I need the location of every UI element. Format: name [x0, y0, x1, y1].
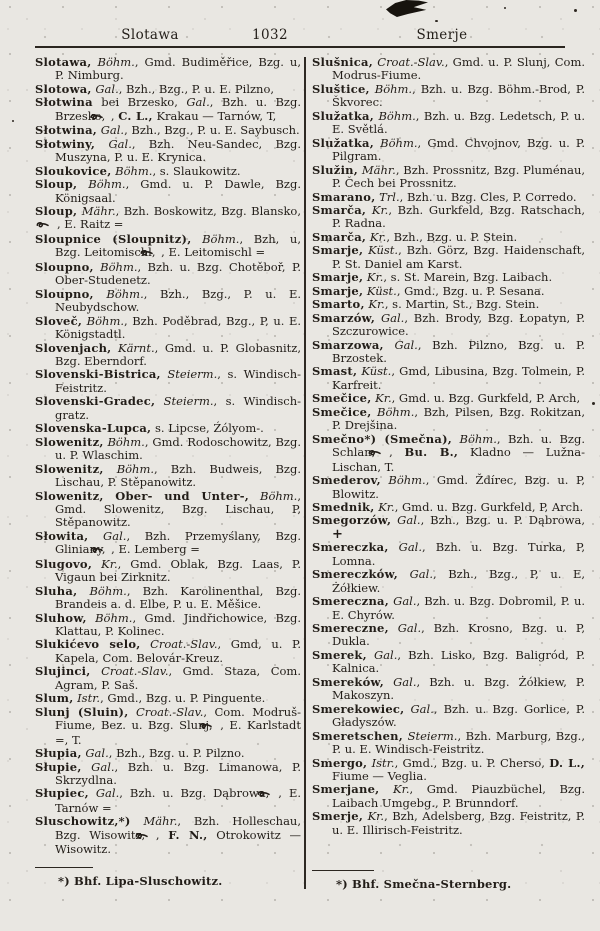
entry-text: , Bzh. u. Bzg. Dobromil, P. u. E. Chyrów. [332, 594, 586, 622]
place-name: Slowenitz, [35, 461, 104, 476]
ink-speck [574, 9, 577, 12]
entry-text: , Bzh. u. Bzg. Żółkiew, P. Makoszyn. [332, 674, 585, 703]
gazetteer-entry [35, 761, 301, 788]
gazetteer-entry [312, 110, 585, 137]
entry-text: , Bzh. Pilzno, Bzg. u. P. Brzostek. [332, 337, 586, 365]
entry-text: , Bzh, Pilsen, Bzg. Rokitzan, P. Drejšina. [332, 404, 585, 433]
region-abbrev: Gal. [108, 136, 132, 151]
entry-text: , E. Leitomischl = [161, 245, 266, 260]
entry-text: Kladno — Lužna-Lischan, T. [332, 445, 586, 474]
gazetteer-entry [312, 703, 585, 730]
entry-text: , Bzh. Görz, Bzg. Haidenschaft, P. St. Daniel am Karst. [332, 243, 585, 271]
entry-text: , Gmd. Piauzbüchel, Bzg. Laibach Umgebg., P. Brunndorf. [332, 782, 586, 810]
ink-speck [435, 20, 438, 22]
gazetteer-entry [35, 83, 301, 96]
region-abbrev: Kr. [367, 809, 385, 824]
place-name: Slujinci, [35, 664, 91, 679]
entry-text: , Gmd. Budiměřice, Bzg. u, P. Nimburg. [55, 55, 301, 83]
entry-text: , Bzh. Krosno, Bzg. u. P, Dukla. [332, 621, 585, 649]
region-abbrev: Trl. [379, 189, 400, 204]
region-abbrev: Gal. [91, 759, 115, 774]
gazetteer-entry [35, 490, 301, 530]
region-abbrev: Böhm. [97, 55, 135, 69]
entry-text: , Bzh. Holleschau, Bzg. Wisowitz, [55, 814, 301, 842]
place-name: Slugovo, [35, 556, 93, 571]
place-name: Smarje, [312, 283, 364, 298]
entry-text: , Bzh. Karolinenthal, Bzg. Brandeis a. d. Elbe, P. u. E. Měšice. [55, 583, 302, 612]
place-name: Smečno*) (Smečna), [312, 431, 453, 446]
gazetteer-entry [312, 595, 585, 622]
ink-speck [504, 7, 506, 9]
region-abbrev: Kr. [393, 782, 410, 797]
entry-text: , Gmd., Bzg. u. P. Sesana. [396, 283, 545, 298]
place-name: Sloupno, [35, 286, 94, 301]
entry-text: , Gmd. u. P. Globasnitz, Bzg. Eberndorf. [55, 340, 302, 368]
gazetteer-entry [35, 342, 301, 369]
place-name: Smereczków, [312, 567, 399, 582]
entry-text: , Bzh. Lisko, Bzg. Baligród, P. Kalnica. [332, 647, 586, 676]
entry-text: , Bzh. u. Bzg. Limanowa, P. Skrzydlna. [55, 759, 302, 788]
entry-text: , Bzh., Bzg. u. P. Stein. [386, 229, 518, 244]
region-abbrev: Böhm. [106, 286, 144, 301]
entry-text: , Bzh., Bzg., P. u. E. Neubydschow. [55, 286, 301, 315]
entry-text: , Bzh. Brody, Bzg. Łopatyn, P. Szczurowice. [332, 310, 586, 339]
place-name: Smednik, [312, 499, 375, 514]
gazetteer-entry [312, 312, 585, 339]
region-abbrev: Gal. [393, 594, 417, 609]
gazetteer-entry [35, 638, 301, 665]
entry-text: , Bzh. u. Bzg. Dąbrowa, [119, 786, 270, 801]
region-abbrev: Gal. [393, 674, 417, 689]
entry-text: Krakau — Tarnów, T, [156, 108, 277, 123]
place-name: D. L., [549, 755, 585, 770]
region-abbrev: Gal. [398, 540, 423, 555]
entry-text: , Gmd, u. P. Kapela, Com. Belovár-Kreuz. [55, 637, 302, 665]
region-abbrev: Böhm. [89, 583, 127, 598]
gazetteer-entry [35, 612, 301, 639]
region-abbrev: Küst. [368, 243, 399, 258]
gazetteer-entry [35, 463, 301, 490]
gazetteer-entry [312, 757, 585, 784]
gazetteer-entry [35, 558, 301, 585]
region-abbrev: Böhm. [88, 177, 126, 192]
gazetteer-entry [35, 395, 301, 422]
gazetteer-entry [35, 233, 301, 261]
entry-text: , Gmd. Chvojnov, Bzg. u. P. Pilgram. [332, 135, 585, 164]
region-abbrev: Mähr. [81, 203, 116, 218]
place-name: Sluhow, [35, 610, 87, 625]
gazetteer-entry [35, 288, 301, 315]
entry-text: , s. Slaukowitz. [152, 163, 241, 178]
place-name: Sloukovice, [35, 163, 112, 178]
gazetteer-entry [312, 730, 585, 757]
region-abbrev: Gal. [95, 81, 119, 96]
entry-text: , Bzh. Prossnitz, Bzg. Pluménau, P. Čech bei Prossnitz. [332, 162, 586, 191]
entry-text: , Bzh. Neu-Sandec, Bzg. Muszyna, P. u. E. Krynica. [55, 136, 301, 165]
gazetteer-entry [35, 436, 301, 463]
region-abbrev: Böhm. [95, 610, 133, 625]
place-name: Slotowa, [35, 81, 92, 96]
region-abbrev: Böhm. [116, 461, 155, 476]
place-name: Sloupnice (Sloupnitz), [35, 231, 192, 246]
place-name: Smerekowiec, [312, 701, 405, 716]
region-abbrev: Gal. [397, 621, 422, 636]
gazetteer-entry [312, 501, 585, 514]
gazetteer-entry [312, 783, 585, 810]
place-name: Služin, [312, 162, 359, 177]
entry-text: , Gmd. Jindřichowice, Bzg. Klattau, P. Kolinec. [55, 610, 302, 639]
region-abbrev: Gal. [186, 95, 210, 110]
region-abbrev: Gal. [85, 746, 109, 761]
place-name: Smeretschen, [312, 728, 403, 743]
footnote-rule-left [35, 867, 93, 868]
entry-text: , Gmd. u. Bzg. Gurkfeld, P. Arch, [391, 391, 581, 406]
ink-speck [12, 120, 14, 122]
region-abbrev: Küst. [366, 283, 397, 298]
footnote-right: *) Bhf. Smečna-Sternberg. [336, 877, 512, 891]
place-name: Slowenitz, Ober- und Unter-, [35, 488, 249, 503]
entry-text: , Bzh. u. Bzg. Böhm.-Brod, P. Škvorec. [332, 81, 585, 110]
region-abbrev: Böhm. [100, 259, 138, 274]
gazetteer-entry [35, 692, 301, 705]
entry-text: , Gmd. Rodoschowitz, Bzg. u. P. Wlaschim. [55, 434, 302, 463]
gazetteer-entry [312, 56, 585, 83]
gazetteer-entry [312, 285, 585, 298]
gazetteer-entry [35, 585, 301, 612]
region-abbrev: Gal. [95, 786, 120, 801]
entry-text: , Gmd, Libusina, Bzg. Tolmein, P. Karfreit. [332, 364, 586, 392]
place-name: Slovenska-Lupca, [35, 421, 152, 436]
region-abbrev: Gal. [394, 337, 418, 352]
place-name: Smergo, [312, 755, 368, 770]
entry-text: , E. Raitz = [57, 217, 124, 232]
entry-text: , E. Tarnów = [55, 786, 302, 815]
entry-text: , Bzh. Marburg, Bzg., P. u. E. Windisch-Feistritz. [332, 728, 585, 757]
region-abbrev: Mähr. [143, 814, 178, 829]
entry-text: , s. Martin, St., Bzg. Stein. [384, 297, 540, 312]
entry-text: , E. Karlstadt =, T. [55, 718, 301, 747]
gazetteer-entry [35, 205, 301, 233]
region-abbrev: Steierm. [167, 367, 218, 382]
place-name: Smereków, [312, 674, 385, 689]
gazetteer-entry [312, 514, 585, 541]
region-abbrev: Steierm. [407, 728, 458, 743]
place-name: Slotawa, [35, 55, 92, 69]
column-divider-rule [304, 57, 306, 889]
place-name: Sloup, [35, 177, 78, 192]
place-name: Sluha, [35, 583, 78, 598]
place-name: Słotwiny, [35, 136, 96, 151]
gazetteer-entry [35, 261, 301, 288]
entry-text: , Bzh., Bzg. u. P. Pilzno. [108, 746, 245, 761]
region-abbrev: Kr. [378, 499, 395, 514]
place-name: Služatka, [312, 108, 375, 123]
region-abbrev: Gal. [380, 310, 405, 325]
region-abbrev: Gal. [100, 123, 125, 138]
entry-text: bei Brzesko, [101, 95, 178, 110]
entry-text: , Gmd., Bzg. u. P. Cherso, [394, 755, 545, 770]
region-abbrev: Böhm. [107, 434, 145, 449]
entry-text: , Gmd. Slowenitz, Bzg. Lischau, P, Stěpanowitz. [55, 488, 301, 530]
region-abbrev: Böhm. [388, 473, 426, 488]
gazetteer-entry [35, 530, 301, 558]
place-name: F. N., [168, 827, 208, 842]
gazetteer-entry [35, 665, 301, 692]
region-abbrev: Gal. [409, 567, 434, 582]
place-name: Slowenitz, [35, 434, 104, 449]
gazetteer-entry [312, 231, 585, 244]
place-name: Smečice, [312, 391, 372, 406]
gazetteer-entry [312, 541, 585, 568]
region-abbrev: Croat.-Slav. [101, 664, 169, 679]
gazetteer-entry [35, 422, 301, 435]
place-name: Slovenski-Bistrica, [35, 367, 161, 382]
entry-text: , Bzh, u, Bzg. Leitomischl, [55, 231, 301, 260]
entry-text: , Gmd. u. P. Slunj, Com. Modrus-Fiume. [332, 55, 586, 83]
region-abbrev: Kr. [375, 391, 392, 406]
gazetteer-entry [312, 392, 585, 405]
page-number: 1032 [252, 27, 288, 43]
region-abbrev: Küst. [361, 364, 392, 379]
place-name: Słowita, [35, 528, 89, 543]
gazetteer-entry [312, 676, 585, 703]
entry-text: , Gmd. Oblak, Bzg. Laas, P. Vigaun bei Zirknitz. [55, 556, 301, 585]
place-name: Smegorzów, [312, 513, 392, 528]
entry-text: , Bzh. u. Bzg. Brzesko, [55, 95, 302, 123]
entry-text: , Bzh. Boskowitz, Bzg. Blansko, [115, 203, 301, 218]
place-name: Sloup, [35, 203, 78, 218]
gazetteer-entry [35, 315, 301, 342]
place-name: Słupia, [35, 746, 82, 761]
entry-text: , Bzh. Przemyślany, Bzg. Gliniany, [55, 528, 301, 557]
place-name: Słotwina [35, 95, 93, 110]
region-abbrev: Böhm. [459, 431, 497, 446]
gazetteer-entry [312, 191, 585, 204]
region-abbrev: Istr. [77, 691, 101, 706]
entry-text: , [389, 445, 393, 460]
place-name: Slukićevo selo, [35, 637, 141, 652]
region-abbrev: Croat.-Slav. [377, 55, 445, 69]
place-name: Smarzowa, [312, 337, 384, 352]
gazetteer-entry [35, 124, 301, 137]
region-abbrev: Gal. [397, 513, 421, 528]
gazetteer-entry [312, 649, 585, 676]
place-name: Slum, [35, 691, 74, 706]
gazetteer-entry [312, 271, 585, 284]
region-abbrev: Kr. [371, 202, 389, 217]
entry-text: , Bzh, Adelsberg, Bzg. Feistritz, P. u. E. Illirisch-Feistritz. [332, 809, 585, 837]
entry-text: , Bzh. u. Bzg. Cles, P. Corredo. [399, 189, 577, 204]
place-name: Smarje, [312, 270, 364, 285]
region-abbrev: Croat.-Slav. [135, 704, 204, 719]
region-abbrev: Steierm. [163, 394, 214, 409]
gazetteer-entry [312, 622, 585, 649]
gazetteer-entry [312, 474, 585, 501]
entry-text: , [110, 108, 115, 123]
footnote-left: *) Bhf. Lipa-Sluschowitz. [58, 874, 223, 888]
region-abbrev: Gal. [410, 701, 434, 716]
ink-smudge [386, 0, 428, 17]
entry-text: , Gmd. Ždírec, Bzg. u. P, Blowitz. [332, 473, 586, 501]
running-head-left: Slotawa [121, 27, 179, 43]
gazetteer-entry [35, 747, 301, 760]
place-name: Smečice, [312, 404, 372, 419]
entry-text: s. Lipcse, Źólyom-. [154, 421, 264, 436]
entry-text: , Gmd., Bzg. u. P. Pinguente. [100, 691, 266, 706]
column-left [35, 56, 301, 857]
entry-text: , Gmd. u. Bzg. Gurkfeld, P, Arch. [394, 499, 584, 514]
gazetteer-entry [35, 178, 301, 205]
region-abbrev: Kr. [101, 556, 118, 571]
gazetteer-entry [312, 204, 585, 231]
place-name: Smereczne, [312, 621, 389, 636]
place-name: Smarje, [312, 243, 364, 258]
entry-text: , Bzh. u. Bzg. Ledetsch, P. u. E. Světlá. [332, 108, 585, 137]
region-abbrev: Böhm. [374, 81, 413, 96]
gazetteer-entry [35, 165, 301, 178]
entry-text: , Bzh., Bzg., P, u. E, Żółkiew. [332, 567, 585, 595]
region-abbrev: Gal. [374, 647, 398, 662]
gazetteer-entry [35, 815, 301, 856]
gazetteer-entry [35, 706, 301, 747]
gazetteer-entry [35, 96, 301, 124]
region-abbrev: Kärnt. [117, 340, 155, 355]
entry-text: , [155, 827, 160, 842]
column-right [312, 56, 585, 837]
gazetteer-entry [35, 56, 301, 83]
place-name: Smederov, [312, 473, 381, 488]
region-abbrev: Kr. [368, 297, 385, 312]
region-abbrev: Böhm. [377, 404, 415, 419]
entry-text: , s. Windisch-Feistritz. [55, 367, 301, 395]
place-name: Sluštice, [312, 81, 370, 96]
place-name: Slušnica, [312, 55, 373, 69]
place-name: Slunj (Sluin), [35, 704, 129, 719]
region-abbrev: Kr. [369, 229, 387, 244]
header-rule [35, 46, 565, 48]
entry-text: , Bzh. Budweis, Bzg. Lischau, P. Stěpanowitz. [55, 461, 302, 490]
region-abbrev: Kr. [366, 270, 384, 285]
region-abbrev: Böhm. [260, 488, 298, 503]
place-name: Smerek, [312, 647, 367, 662]
entry-text: , Bzh. u. Bzg. Schlan, [332, 431, 585, 460]
running-head-right: Smerje [416, 27, 468, 43]
region-abbrev: Istr. [371, 755, 395, 770]
region-abbrev: Böhm. [202, 231, 240, 246]
gazetteer-entry [35, 368, 301, 395]
place-name: Sloupno, [35, 259, 94, 274]
region-abbrev: Böhm. [378, 108, 416, 123]
gazetteer-entry [312, 83, 585, 110]
place-name: Slovenjach, [35, 340, 112, 355]
place-name: Słupie, [35, 759, 82, 774]
place-name: Słupiec, [35, 786, 89, 801]
place-name: Smarano, [312, 189, 376, 204]
region-abbrev: Mähr. [361, 162, 396, 177]
entry-text: , Gmd. u. P. Dawle, Bzg. Königsaal. [55, 177, 301, 205]
entry-text: , s. Windisch-gratz. [55, 394, 301, 422]
entry-text: , Com. Modruš-Fiume, Bez. u. Bzg. Slunj, [55, 704, 301, 733]
place-name: Smarto, [312, 297, 365, 312]
entry-text: , Bzh., Bzg. u. P. Dąbrowa, [420, 513, 585, 528]
gazetteer-entry [312, 244, 585, 271]
entry-text: , Bzh. u. Bzg. Turka, P, Lomna. [332, 540, 586, 568]
gazetteer-entry [312, 339, 585, 366]
place-name: Smarzów, [312, 310, 376, 325]
entry-text: Otrokowitz — Wisowitz. [55, 827, 301, 857]
gazetteer-entry [35, 138, 301, 165]
entry-text: Fiume — Veglia. [332, 769, 427, 784]
gazetteer-entry [312, 365, 585, 392]
entry-text: , Bzh. Gurkfeld, Bzg. Ratschach, P. Radna. [332, 202, 586, 231]
place-name: Smerjane, [312, 782, 380, 797]
place-name: C. L., [118, 108, 153, 123]
place-name: Smerje, [312, 809, 364, 824]
place-name: Smereczka, [312, 540, 389, 555]
place-name: Sluschowitz,*) [35, 814, 131, 829]
place-name: Služatka, [312, 135, 375, 150]
entry-text: , E. Lemberg = [111, 542, 200, 557]
entry-text: , Bzh. u. Bzg. Gorlice, P. Gładyszów. [332, 701, 585, 730]
gazetteer-entry [35, 787, 301, 815]
entry-text: , Bzh., Bzg., P. u. E. Pilzno, [118, 81, 275, 96]
entry-text: , Bzh. Poděbrad, Bzg., P, u. E. Königstadtl. [55, 313, 301, 342]
place-name: Smereczna, [312, 594, 390, 609]
region-abbrev: Böhm. [380, 135, 418, 150]
place-name: Sloveč, [35, 313, 83, 328]
place-name: Smarča, [312, 229, 367, 244]
region-abbrev: Croat.-Slav. [150, 637, 218, 652]
gazetteer-entry [312, 164, 585, 191]
ink-speck [592, 402, 595, 405]
region-abbrev: Gal. [103, 528, 127, 543]
place-name: Bu. B., [404, 445, 459, 460]
gazetteer-entry [312, 137, 585, 164]
place-name: Smast, [312, 364, 358, 379]
place-name: Slovenski-Gradec, [35, 394, 156, 409]
footnote-rule-right [312, 870, 374, 871]
place-name: Smarča, [312, 202, 367, 217]
place-name: Słotwina, [35, 123, 98, 138]
cross-symbol: + [332, 526, 343, 542]
gazetteer-entry [312, 810, 585, 837]
entry-text: , s. St. Marein, Bzg. Laibach. [383, 270, 553, 285]
region-abbrev: Böhm. [115, 163, 153, 178]
gazetteer-entry [312, 568, 585, 595]
entry-text: , Bzh. u. Bzg. Chotěboř, P. Ober-Studenetz. [55, 259, 302, 288]
gazetteer-entry [312, 433, 585, 474]
entry-text: , Gmd. Staza, Com. Agram, P. Saš. [55, 664, 301, 692]
region-abbrev: Böhm. [86, 313, 125, 328]
gazetteer-entry [312, 406, 585, 433]
entry-text: , Bzh., Bzg., P. u. E. Saybusch. [124, 123, 300, 138]
gazetteer-entry [312, 298, 585, 311]
